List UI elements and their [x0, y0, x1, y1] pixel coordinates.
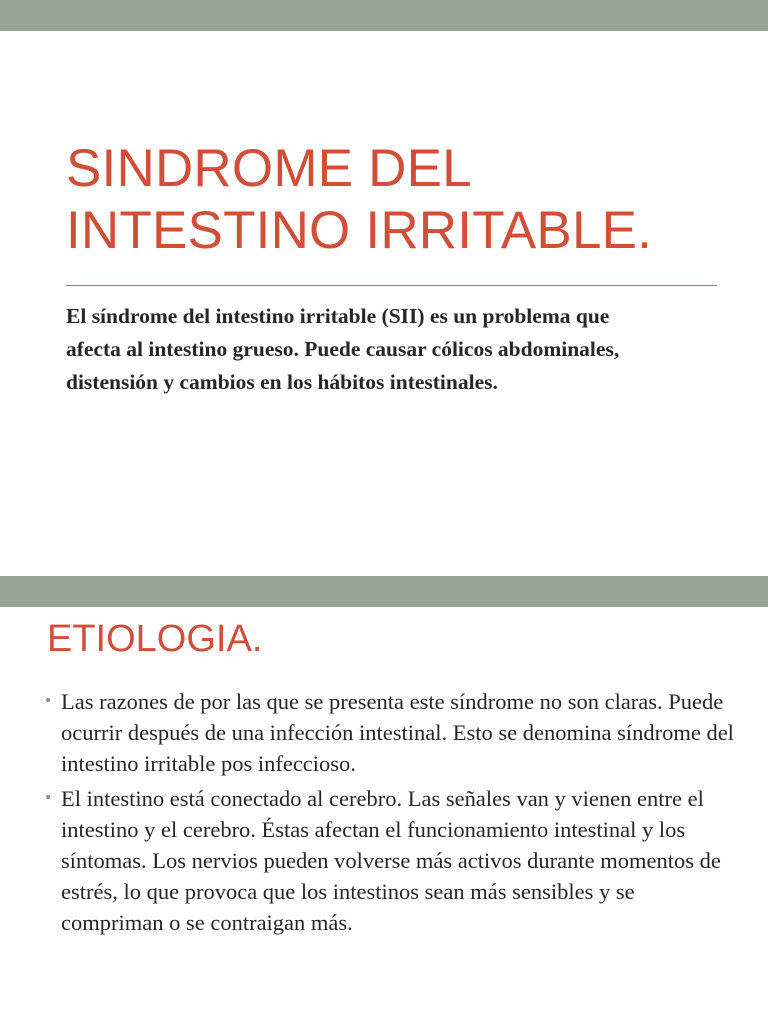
bullet-item — [44, 686, 734, 779]
slide-2 — [0, 576, 768, 1024]
bullet-marker: • — [44, 790, 53, 806]
slide-2-top-band — [0, 576, 768, 607]
slide-1-top-band — [0, 0, 768, 31]
slide-1-title: SINDROME DEL INTESTINO IRRITABLE. — [66, 139, 653, 260]
bullet-item — [44, 783, 734, 938]
bullet-marker: • — [44, 693, 53, 709]
title-underline — [66, 285, 717, 286]
slide-2-title: ETIOLOGIA. — [47, 618, 263, 660]
bullet-text: Las razones de por las que se presenta este síndrome no son claras. Puede ocurrir después de una infección intestinal. Esto se denomina síndrome del intestino irritable pos infeccioso. — [61, 689, 734, 776]
slide-1-body-text: El síndrome del intestino irritable (SII) es un problema que afecta al intestino grueso. Puede causar cólicos abdominales, distensión y cambios en los hábitos intestinales. — [66, 304, 620, 394]
bullet-list — [44, 686, 734, 942]
bullet-text: El intestino está conectado al cerebro. Las señales van y vienen entre el intestino y el cerebro. Éstas afectan el funcionamiento intestinal y los síntomas. Los nervios pueden volverse más activos durante momentos de estrés, lo que provoca que los intestinos sean más sensibles y se compriman o se contraigan más. — [61, 786, 721, 935]
